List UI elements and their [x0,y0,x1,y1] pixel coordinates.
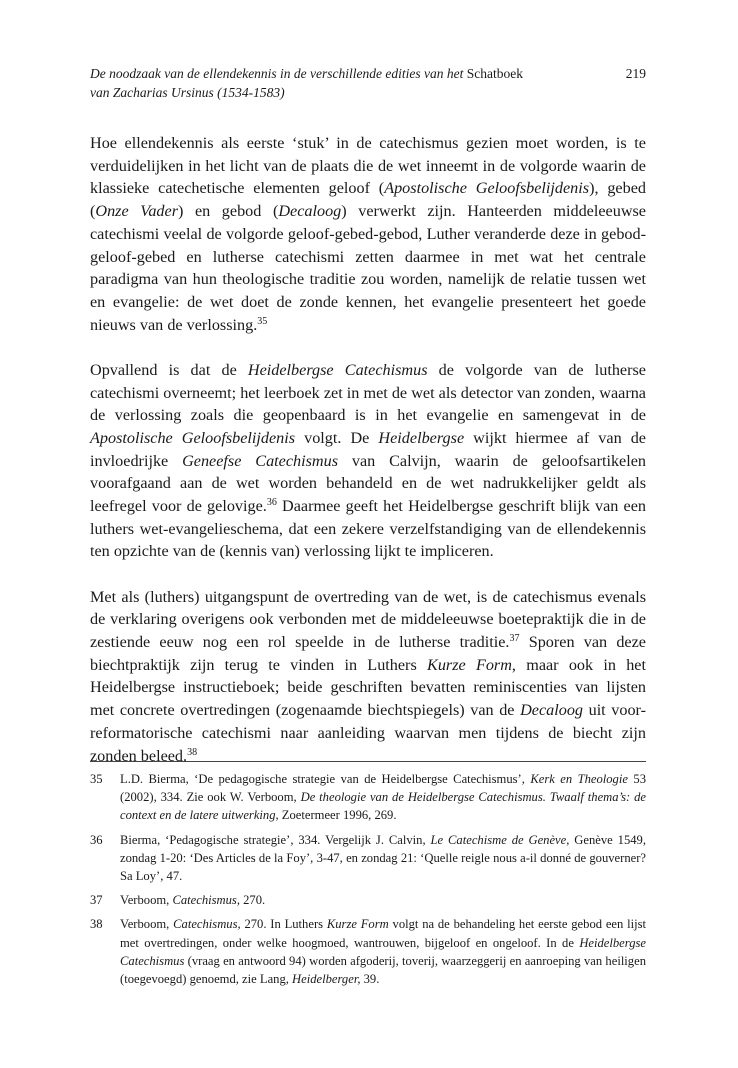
footnote [90,831,646,886]
footnote-number: 37 [90,893,103,908]
footnote-number: 38 [90,917,103,932]
text-run: , maar ook in het Heidelbergse instructieboek; beide geschriften bevatten reminiscenties van lijsten met concrete overtredingen (zogenaamde biechtspiegels) van de [90,655,646,720]
running-title-upright: Schatboek [466,66,523,81]
italic-run: Onze Vader [95,202,178,221]
italic-run: Catechismus, [173,917,241,932]
text-run: Met als (luthers) uitgangspunt de overtreding van de wet, is de catechismus evenals de verklaring overigens ook verbonden met de middeleeuwse boetepraktijk die in de zestiende eeuw nog een rol speelde in de lutherse traditie. [90,587,646,652]
footnote-ref[interactable]: 37 [509,633,520,645]
page-number: 219 [625,66,646,81]
paragraph [90,586,646,768]
text-run: Verboom, [120,917,174,932]
paragraph [90,359,646,563]
footnote [90,770,646,825]
footnote [90,891,646,909]
text-run: 39. [360,972,380,987]
italic-run: De theologie van de Heidelbergse Catechismus. Twaalf thema’s: de context en de latere uitwerking, [120,790,646,823]
running-title-part: van Zacharias Ursinus (1534-1583) [90,85,285,100]
italic-run: Catechismus, [172,893,240,908]
footnote-ref[interactable]: 36 [266,497,277,509]
text-run: ) en gebod ( [178,202,279,221]
running-title-part: De noodzaak van de ellendekennis in de verschillende edities van het [90,66,464,81]
text-run: Hoe ellendekennis als eerste ‘stuk’ in de catechismus gezien moet worden, is te verduidelijken in het licht van de plaats die de wet inneemt in de volgorde waarin de klassieke catechetische elementen geloof ( [90,134,646,198]
text-run: Opvallend is dat de [90,360,248,379]
text-run: (vraag en antwoord 94) worden afgoderij, toverij, waarzeggerij en aanroeping van heiligen (toegevoegd) genoemd, zie Lang, [120,953,646,987]
text-run: Bierma, ‘Pedagogische strategie’, 334. Vergelijk J. Calvin, [120,832,431,847]
italic-run: Heidelberger, [292,972,361,987]
text-run: L.D. Bierma, ‘De pedagogische strategie van de Heidelbergse Catechismus’, [120,772,531,786]
footnote-number: 36 [90,832,103,847]
italic-run: Decaloog [520,701,584,720]
italic-run: Apostolische Geloofsbelijdenis [90,428,296,447]
italic-run: Kurze Form [427,655,512,674]
italic-run: Le Catechisme de Genève, [430,832,570,847]
italic-run: Heidelbergse [378,428,465,447]
italic-run: Kerk en Theologie [530,772,628,786]
footnote-ref[interactable]: 38 [187,746,198,758]
italic-run: Decaloog [278,202,342,221]
text-run: volgt. De [295,428,379,447]
italic-run: Heidelbergse Catechismus [120,935,646,968]
text-run: 270. In Luthers [240,917,327,932]
italic-run: Geneefse Catechismus [182,451,339,470]
text-run: de volgorde van de lutherse catechismi overneemt; het leerboek zet in met de wet als detector van zonden, waarna de verlossing zoals die geopenbaard is in het evangelie en samengevat in de [90,360,646,425]
italic-run: Kurze Form [326,917,389,932]
footnote [90,915,646,988]
italic-run: Apostolische Geloofsbelijdenis [384,179,590,198]
footnotes [90,770,646,994]
footnote-ref[interactable]: 35 [257,315,268,327]
body-text [90,132,646,790]
text-run: Zoetermeer 1996, 269. [278,808,397,823]
footnote-number: 35 [90,772,103,786]
footnote-divider [90,761,646,762]
text-run: uit voor-reformatorische catechismi naar aanleiding waarvan men tijdens de biecht zijn zonden beleed. [90,701,647,765]
text-run: ), gebed ( [90,179,646,221]
text-run: Sporen van deze biechtpraktijk zijn terug te vinden in Luthers [90,633,646,674]
italic-run: Heidelbergse Catechismus [247,360,428,379]
paragraph [90,132,646,336]
running-title [90,64,560,102]
text-run: van Calvijn, waarin de geloofsartikelen voorafgaand aan de wet worden behandeld en de wet nadrukkelijker geldt als leefregel voor de gelovige. [90,451,647,516]
text-run: Verboom, [120,893,173,908]
text-run: wijkt hiermee af van de invloedrijke [90,428,646,470]
text-run: volgt na de behandeling het eerste gebod een lijst met overtredingen, onder welke hoogmoed, wantrouwen, bijgeloof en ongeloof. In de [120,917,647,950]
running-header [90,64,646,102]
text-run: Genève 1549, zondag 1-20: ‘Des Articles de la Foy’, 3-47, en zondag 21: ‘Quelle reigle nous a-il donné de gouverner? Sa Loy’, 47. [120,832,646,884]
text-run: 270. [239,893,266,908]
text-run: ) verwerkt zijn. Hanteerden middeleeuwse catechismi veelal de volgorde geloof-gebed-gebod, Luther veranderde deze in gebod-geloof-gebed en lutherse catechismi zetten daarmee in met wat het centrale paradigma van hun theologische traditie zou worden, namelijk de relatie tussen wet en evangelie: de wet doet de zonde kennen, het evangelie presenteert het goede nieuws van de verlossing. [90,202,646,334]
text-run: 53 (2002), 334. Zie ook W. Verboom, [120,772,646,805]
text-run: Daarmee geeft het Heidelbergse geschrift blijk van een luthers wet-evangelieschema, dat een zekere verzelfstandiging van de ellendekennis ten opzichte van de (kennis van) verlossing lijkt te impliceren. [90,497,646,561]
